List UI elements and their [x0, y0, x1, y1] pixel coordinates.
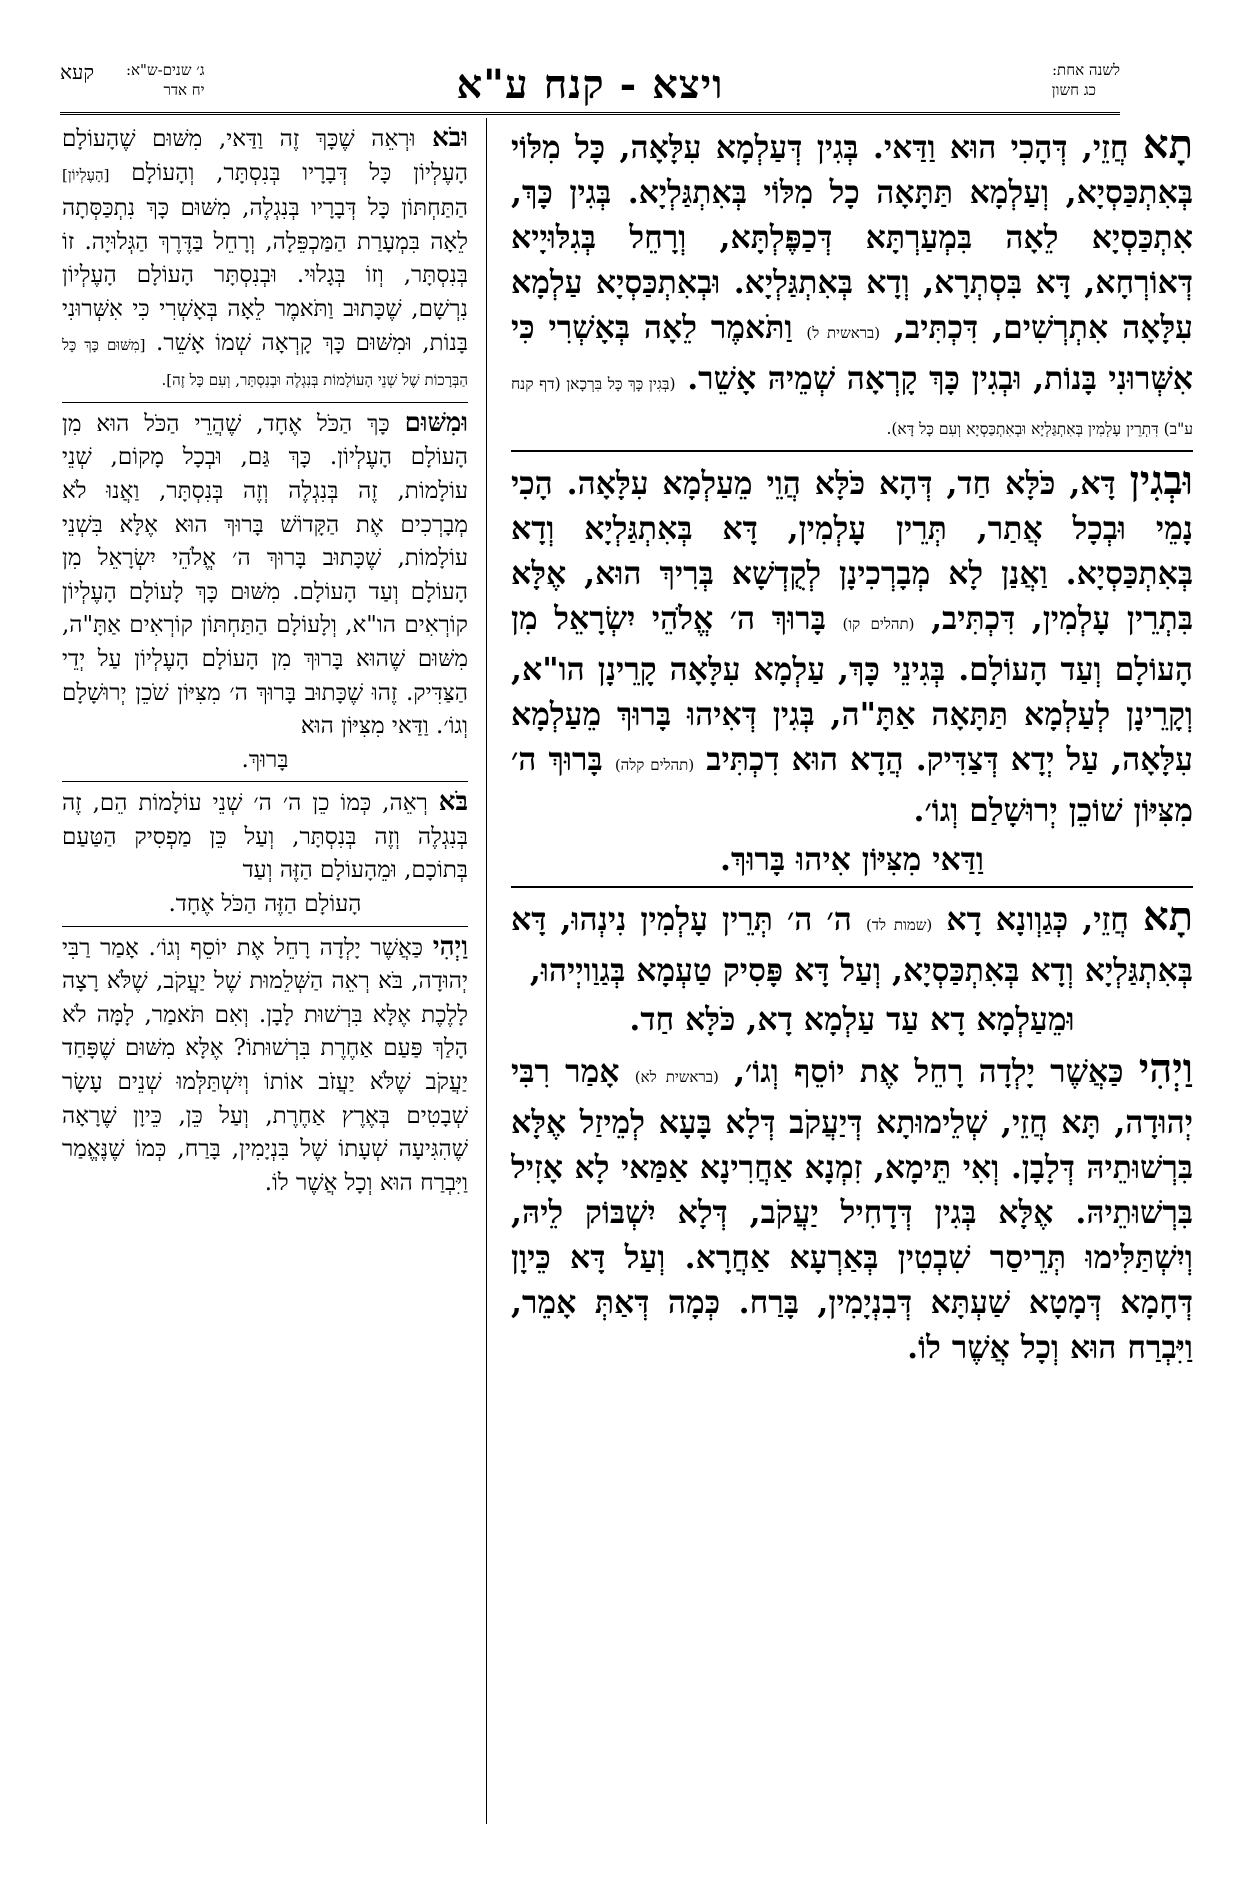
paragraph-lead-word: וּמִשּׁוּם	[404, 407, 468, 438]
paragraph-text: כָּךְ הַכֹּל אֶחָד, שֶׁהֲרֵי הַכֹּל הוּא מִן הָעוֹלָם הָעֶלְיוֹן. כָּךְ גַּם, וּבְכָל מָקוֹם, שְׁנֵי עוֹלָמוֹת, זֶה בְּנִגְלֶה וְזֶה בְּנִסְתָּר, וַאֲנוּ לֹא מְבָרְכִים אֶת הַקָּדוֹשׁ בָּרוּךְ הוּא אֶלָּא בִּשְׁנֵי עוֹלָמוֹת, שֶׁכָּתוּב בָּרוּךְ ה׳ אֱלֹהֵי יִשְׂרָאֵל מִן הָעוֹלָם וְעַד הָעוֹלָם. מִשּׁוּם כָּךְ לָעוֹלָם הָעֶלְיוֹן קוֹרְאִים הו"א, וְלָעוֹלָם הַתַּחְתּוֹן קוֹרְאִים אַתָּ"ה, מִשּׁוּם שֶׁהוּא בָּרוּךְ מִן הָעוֹלָם הָעֶלְיוֹן עַל יְדֵי הַצַּדִּיק. זֶהוּ שֶׁכָּתוּב בָּרוּךְ ה׳ מִצִּיּוֹן שֹׁכֵן יְרוּשָׁלָם וְגוֹ׳. וַדַּאי מִצִּיּוֹן הוּא	[62, 410, 468, 740]
paragraph-lead-word: וַיְהִי	[1138, 1045, 1193, 1092]
paragraph-separator	[511, 450, 1193, 452]
paragraph-separator	[62, 402, 468, 403]
paragraph-text: כַּאֲשֶׁר יָלְדָה רָחֵל אֶת יוֹסֵף וְגוֹ׳. אָמַר רַבִּי יְהוּדָה, בֹּא רְאֵה הַשְּׁלֵמוּת שֶׁל יַעֲקֹב, שֶׁלֹּא רָצָה לָלֶכֶת אֶלָּא בִּרְשׁוּת לָבָן. וְאִם תֹּאמַר, לָמָּה לֹא הָלַךְ פַּעַם אַחֶרֶת בִּרְשׁוּתוֹ? אֶלָּא מִשּׁוּם שֶׁפָּחַד יַעֲקֹב שֶׁלֹּא יַעֲזֹב אוֹתוֹ וְיִשְׁתַּלְּמוּ שְׁנֵים עָשָׂר שְׁבָטִים בְּאֶרֶץ אַחֶרֶת, וְעַל כֵּן, כֵּיוָן שֶׁרָאָה שֶׁהִגִּיעָה שְׁעָתוֹ שֶׁל בִּנְיָמִין, בָּרַח, כְּמוֹ שֶׁנֶּאֱמַר וַיִּבְרַח הוּא וְכָל אֲשֶׁר לוֹ.	[62, 934, 468, 1196]
verse-reference: (בראשית ל)	[806, 324, 881, 342]
main-paragraph	[511, 1046, 1193, 1370]
paragraph-closing-line: וּמֵעַלְמָא דָא עַד עַלְמָא דָא, כֹּלָּא חַד.	[629, 1001, 1075, 1038]
main-paragraph	[511, 894, 1193, 993]
paragraph-closing-line: בָּרוּךְ.	[241, 746, 289, 773]
paragraph-text: הַתַּחְתּוֹן כָּל דְּבָרָיו בְּנִגְלֶה, מִשּׁוּם כָּךְ נִתְכַּסְּתָה לֵאָה בִּמְעָרַת הַמַּכְפֵּלָה, וְרָחֵל בַּדֶּרֶךְ הַגְּלוּיָה. זוֹ בְּנִסְתָּר, וְזוֹ בְּגָלוּי. וּבְנִסְתָּר הָעוֹלָם הָעֶלְיוֹן נִרְשָׁם, שֶׁכָּתוּב וַתֹּאמֶר לֵאָה בְּאָשְׁרִי כִּי אִשְּׁרוּנִי בָּנוֹת, וּמִשּׁוּם כָּךְ קָרְאָה שְׁמוֹ אָשֵׁר.	[62, 195, 468, 356]
column-divider	[486, 118, 487, 1824]
paragraph-separator	[62, 926, 468, 927]
paragraph-lead-word: תָא	[1142, 122, 1193, 168]
bracketed-note: [מִשּׁוּם כָּךְ כָּל הַבְּרָכוֹת שֶׁל שְׁנֵי הָעוֹלָמוֹת בְּנִגְלֶה וּבְנִסְתָּר, וְעִם כָּל זֶה].	[62, 335, 468, 390]
verse-reference: (בראשית לא)	[634, 1068, 719, 1086]
verse-reference: (תהלים קלה)	[614, 756, 695, 774]
paragraph-separator	[62, 781, 468, 782]
main-paragraph	[511, 458, 1193, 833]
bracketed-note: (בְּגִין כָּךְ כָּל בִּרְכָאן (דף קנח ע"ב) דִּתְרֵין עָלְמִין בְּאִתְגַּלְיָא וּבְאִתְכַּסְיָא וְעִם כָּל דָּא).	[511, 375, 1193, 438]
translation-paragraph	[62, 931, 468, 1201]
paragraph-text: בָּרוּךְ ה׳ אֱלֹהֵי יִשְׂרָאֵל מִן הָעוֹלָם וְעַד הָעוֹלָם. בְּגִינֵי כָּךְ, עַלְמָא עִלָּאָה קָרֵינָן הו"א, וְקָרֵינָן לְעַלְמָא תַּתָּאָה אַתָּ"ה, בְּגִין דְּאִיהוּ בָּרוּךְ מֵעַלְמָא עִלָּאָה, עַל יְדָא דְּצַדִּיק. הֲדָא הוּא דִכְתִּיב	[511, 600, 1193, 778]
translation-paragraph	[62, 122, 468, 398]
page-title: ויצא - קנח ע"א	[456, 61, 724, 108]
bracketed-note: [הָעֶלְיוֹן]	[62, 165, 110, 184]
translation-paragraph	[62, 407, 468, 744]
translation-column	[62, 122, 468, 1822]
paragraph-text: וַתֹּאמֶר לֵאָה בְּאָשְׁרִי כִּי אִשְּׁרוּנִי בָּנוֹת, וּבְגִין כָּךְ קָרְאָה שְׁמֵיהּ אָשֵׁר.	[511, 309, 1193, 397]
header-rule	[60, 112, 1120, 115]
paragraph-text: ה׳ ה׳ תְּרֵין עָלְמִין נִינְהוּ, דָּא בְּאִתְגַּלְיָא וְדָא בְּאִתְכַּסְיָא, וְעַל דָּא פָּסִיק טַעְמָא בְּגַוַויְיהוּ,	[511, 901, 1193, 989]
verse-reference: (שמות לד)	[865, 916, 933, 934]
paragraph-text: כַּאֲשֶׁר יָלְדָה רָחֵל אֶת יוֹסֵף וְגוֹ׳,	[734, 1053, 1124, 1090]
header-left-dates	[126, 60, 205, 100]
paragraph-lead-word: וַיְהִי	[432, 931, 468, 962]
paragraph-text: אָמַר רִבִּי יְהוּדָה, תָּא חֲזֵי, שְׁלֵימוּתָא דְּיַעֲקֹב דְּלָא בָּעָא לְמֵיזַל אֶלָּא בִּרְשׁוּתֵיהּ דְּלָבָן. וְאִי תֵּימָא, זִמְנָא אַחֲרִינָא אַמַּאי לָא אָזִיל בִּרְשׁוּתֵיהּ. אֶלָּא בְּגִין דְּדָחִיל יַעֲקֹב, דְּלָא יִשְׁבּוֹק לֵיהּ, וְיִשְׁתַּלִּימוּ תְּרֵיסַר שִׁבְטִין בְּאַרְעָא אַחֲרָא. וְעַל דָּא כֵּיוָן דְּחָמָא דְּמָטָא שַׁעְתָּא דְּבִנְיָמִין, בָּרַח. כְּמָה דְּאַתְּ אָמֵר, וַיִּבְרַח הוּא וְכָל אֲשֶׁר לוֹ.	[511, 1053, 1193, 1366]
paragraph-separator	[511, 886, 1193, 888]
paragraph-text: חֲזֵי, כְּגַוְונָא דָא	[946, 901, 1129, 938]
main-paragraph	[511, 122, 1193, 446]
translation-paragraph	[62, 786, 468, 888]
paragraph-closing-line: וַדַּאי מִצִּיּוֹן אִיהוּ בָּרוּךְ.	[720, 841, 984, 878]
paragraph-text: וּרְאֵה שֶׁכָּךְ זֶה וַדַּאי, מִשּׁוּם שֶׁהָעוֹלָם הָעֶלְיוֹן כָּל דְּבָרָיו בְּנִסְתָּר, וְהָעוֹלָם	[62, 126, 468, 186]
page-header	[60, 60, 1120, 112]
main-text-column	[511, 122, 1193, 1822]
paragraph-lead-word: בֹּא	[438, 787, 468, 818]
three-year-cycle-label: ג׳ שנים-ש"א:	[126, 61, 205, 79]
one-year-cycle-label: לשנה אחת:	[1052, 61, 1120, 79]
verse-reference: (תהלים קו)	[842, 615, 915, 633]
paragraph-text: חֲזֵי, דְּהָכִי הוּא וַדַּאי. בְּגִין דְּעַלְמָא עִלָּאָה, כָּל מִלּוֹי בְּאִתְכַּסְיָא, וְעַלְמָא תַּתָּאָה כָל מִלּוֹי בְּאִתְגַּלְיָא. בְּגִין כָּךְ, אִתְכַּסְיָא לֵאָה בִּמְעַרְתָּא דְּכַפֶּלְתָּא, וְרָחֵל בְּגִלּוּיָיא דְּאוֹרְחָא, דָּא בִּסְתְרָא, וְדָא בְּאִתְגַּלְיָא. וּבְאִתְכַּסְיָא עַלְמָא עִלָּאָה אִתְרְשִׁים, דִּכְתִּיב,	[511, 129, 1193, 346]
paragraph-lead-word: וּבֹא	[432, 123, 468, 153]
paragraph-lead-word: תָא	[1142, 893, 1193, 940]
three-year-cycle-date: יח אדר	[163, 81, 205, 99]
page-number: קעא	[60, 60, 95, 84]
paragraph-text: דָּא, כֹּלָּא חַד, דְּהָא כֹּלָּא הֲוֵי מֵעַלְמָא עִלָּאָה. הָכִי נָמֵי וּבְכָל אֲתַר, תְּרֵין עָלְמִין, דָּא בְּאִתְגַּלְיָא וְדָא בְּאִתְכַּסְיָא. וַאֲנַן לָא מְבָרְכִינָן לְקֻדְשָׁא בְּרִיךְ הוּא, אֶלָּא בִּתְרֵין עָלְמִין, דִּכְתִּיב,	[511, 465, 1193, 637]
one-year-cycle-date: כג חשון	[1051, 81, 1096, 99]
paragraph-text: בָּרוּךְ ה׳ מִצִּיּוֹן שׁוֹכֵן יְרוּשָׁלַם וְגוֹ׳.	[511, 741, 1193, 829]
paragraph-closing-line: הָעוֹלָם הַזֶּה הַכֹּל אֶחָד.	[168, 891, 362, 918]
paragraph-text: רְאֵה, כְּמוֹ כֵן ה׳ ה׳ שְׁנֵי עוֹלָמוֹת הֵם, זֶה בְּנִגְלֶה וְזֶה בְּנִסְתָּר, וְעַל כֵּן מַפְסִיק הַטַּעַם בְּתוֹכָם, וּמֵהָעוֹלָם הַזֶּה וְעַד	[62, 790, 468, 884]
paragraph-lead-word: וּבְגִין	[1129, 457, 1193, 504]
